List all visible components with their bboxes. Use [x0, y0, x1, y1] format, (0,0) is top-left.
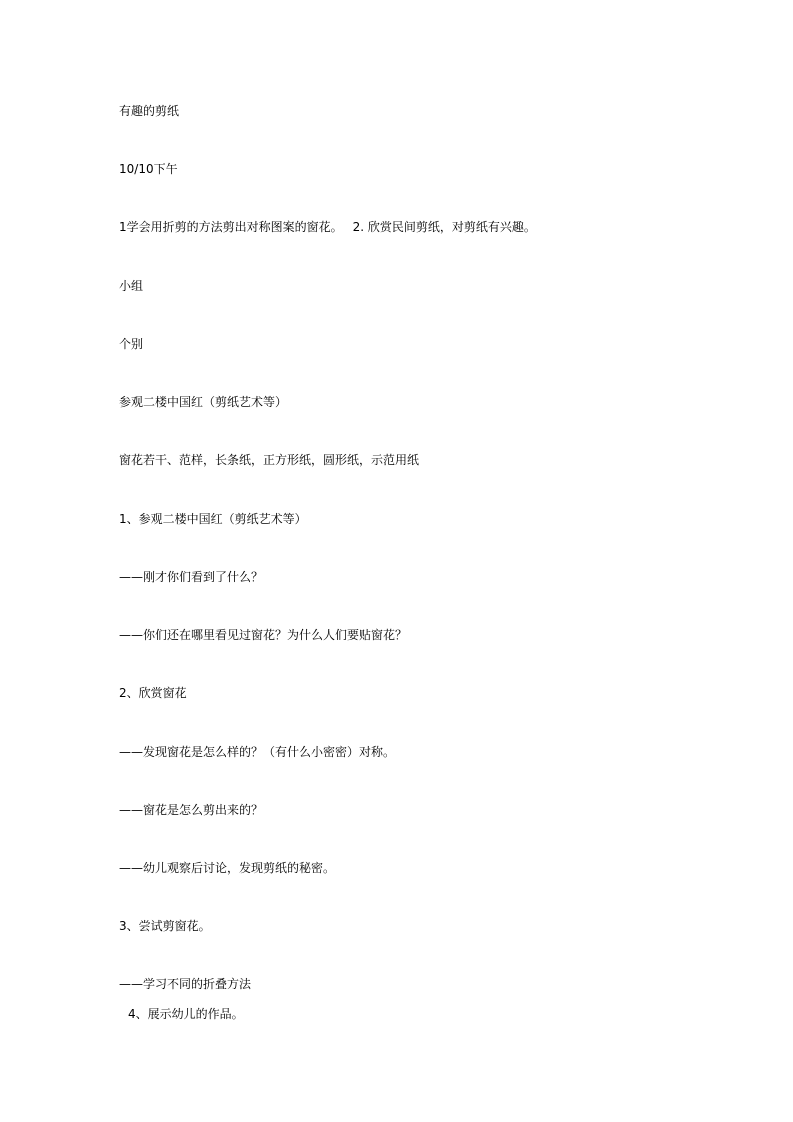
lesson-goals	[119, 220, 536, 234]
step-4: 4、展示幼儿的作品。	[128, 1007, 244, 1021]
goal-2: 2. 欣赏民间剪纸，对剪纸有兴趣。	[352, 220, 536, 234]
question-2: ——你们还在哪里看见过窗花？为什么人们要贴窗花？	[119, 628, 408, 642]
question-6: ——学习不同的折叠方法	[119, 977, 252, 991]
goal-1: 1学会用折剪的方法剪出对称图案的窗花。	[119, 220, 343, 234]
question-1: ——刚才你们看到了什么？	[119, 570, 264, 584]
question-5: ——幼儿观察后讨论，发现剪纸的秘密。	[119, 861, 336, 875]
question-3: ——发现窗花是怎么样的？（有什么小密密）对称。	[119, 745, 396, 759]
step-1: 1、参观二楼中国红（剪纸艺术等）	[119, 512, 307, 526]
step-2: 2、欣赏窗花	[119, 686, 187, 700]
question-4: ——窗花是怎么剪出来的？	[119, 803, 264, 817]
lesson-title: 有趣的剪纸	[119, 104, 180, 118]
preparation-experience: 参观二楼中国红（剪纸艺术等）	[119, 395, 288, 409]
materials: 窗花若干、范样，长条纸，正方形纸，圆形纸，示范用纸	[119, 453, 420, 467]
format-group: 小组	[119, 279, 144, 293]
lesson-date: 10/10下午	[119, 162, 178, 176]
step-3: 3、尝试剪窗花。	[119, 919, 211, 933]
format-individual: 个别	[119, 337, 144, 351]
